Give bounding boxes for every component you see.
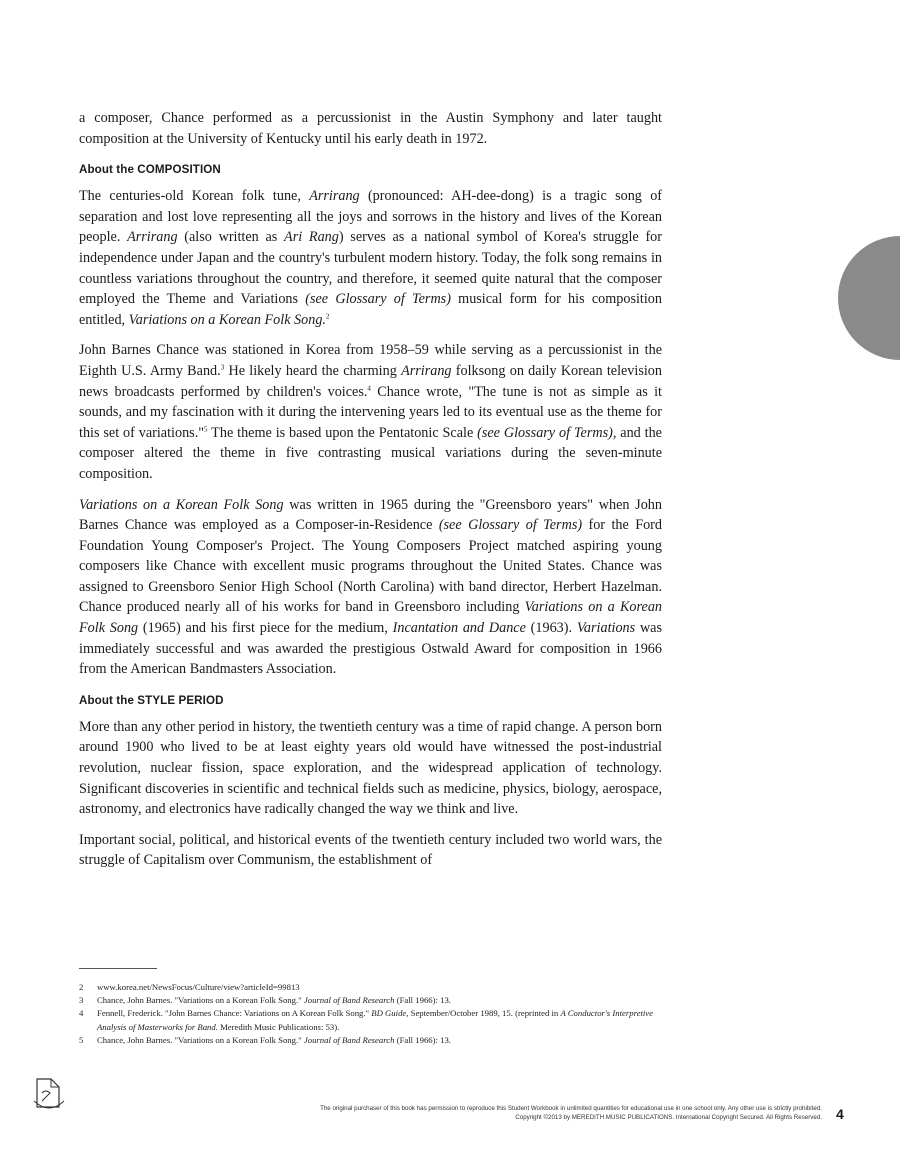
intro-paragraph: a composer, Chance performed as a percussionist in the Austin Symphony and later taught composition at the University of Kentucky until his early death in 1972. (79, 110, 662, 147)
style-paragraph-1: More than any other period in history, the twentieth century was a time of rapid change. A person born around 1900 who lived to be at least eighty years old would have witnessed the post-industrial revolution, nuclear fission, space exploration, and the widespread application of technology. Significant discoveries in scientific and technical fields such as medicine, physics, biology, aerospace, astronomy, and electronics have radically changed the way we think and live. (79, 718, 662, 818)
footnote-ref-4: 4 (367, 383, 371, 392)
footnote-ref-3: 3 (220, 363, 225, 372)
footnotes (79, 968, 662, 1047)
main-content (79, 108, 662, 871)
footnote-3: 3 Chance, John Barnes. "Variations on a Korean Folk Song." Journal of Band Research (Fall 1966): 13. (79, 995, 451, 1006)
footer-copyright-line: Copyright ©2013 by MEREDITH MUSIC PUBLICATIONS. International Copyright Secured. All Rights Reserved. (515, 1114, 822, 1121)
footer-permission-line: The original purchaser of this book has permission to reproduce this Student Workbook in unlimited quantities for educational use in one school only. Any other use is strictly prohibited. (320, 1105, 822, 1112)
footnote-4: 4 Fennell, Frederick. "John Barnes Chance: Variations on A Korean Folk Song." BD Guide, September/October 1989, 15. (reprinted in A Conductor's Interpretive Analysis of Masterworks for Band. Meredith Music Publications: 53). (79, 1008, 654, 1032)
page-number: 4 (836, 1106, 844, 1122)
footnote-ref-5: 5 (204, 424, 208, 433)
footnote-divider (79, 968, 157, 969)
heading-composition: About the COMPOSITION (79, 163, 221, 177)
footnote-ref-2: 2 (325, 312, 330, 321)
heading-style-period: About the STYLE PERIOD (79, 693, 224, 707)
copyright-footer (100, 1104, 822, 1122)
ok-to-reproduce-logo-icon (29, 1071, 69, 1113)
composition-paragraph-1: The centuries-old Korean folk tune, Arrirang (pronounced: AH-dee-dong) is a tragic song of separation and lost love representing all the joys and sorrows in the history and lives of the Korean people. Arrirang (also written as Ari Rang) serves as a national symbol of Korea's struggle for independence under Japan and the country's turbulent modern history. Today, the folk song remains in countless variations throughout the country, and therefore, it seemed quite natural that the composer employed the Theme and Variations (see Glossary of Terms) musical form for his composition entitled, Variations on a Korean Folk Song.$^2$ (79, 188, 663, 328)
style-paragraph-2: Important social, political, and historical events of the twentieth century included two world wars, the struggle of Capitalism over Communism, the establishment of (79, 831, 662, 869)
composition-paragraph-3: Variations on a Korean Folk Song was written in 1965 during the "Greensboro years" when John Barnes Chance was employed as a Composer-in-Residence (see Glossary of Terms) for the Ford Foundation Young Composer's Project. The Young Composers Project matched aspiring young composers like Chance with excellent music programs throughout the United States. Chance was assigned to Greensboro Senior High School (North Carolina) with band director, Herbert Hazelman. Chance produced nearly all of his works for band in Greensboro including Variations on a Korean Folk Song (1965) and his first piece for the medium, Incantation and Dance (1963). Variations was immediately successful and was awarded the prestigious Ostwald Award for composition in 1966 from the American Bandmasters Association. (79, 496, 663, 678)
section-tab-marker (838, 236, 900, 360)
footnote-5: 5 Chance, John Barnes. "Variations on a Korean Folk Song." Journal of Band Research (Fall 1966): 13. (79, 1034, 451, 1045)
composition-paragraph-2: John Barnes Chance was stationed in Korea from 1958–59 while serving as a percussionist in the Eighth U.S. Army Band.$^3$ He likely heard the charming Arrirang folksong on daily Korean television news broadcasts performed by children's voices.$^4$ Chance wrote, "The tune is not as simple as it sounds, and my fascination with it during the intervening years led to its eventual use as the theme for this set of variations."$^5$ The theme is based upon the Pentatonic Scale (see Glossary of Terms), and the composer altered the theme in five contrasting musical variations during the seven-minute composition. (79, 342, 662, 482)
footnote-2: 2 www.korea.net/NewsFocus/Culture/view?articleId=99813 (79, 982, 300, 992)
